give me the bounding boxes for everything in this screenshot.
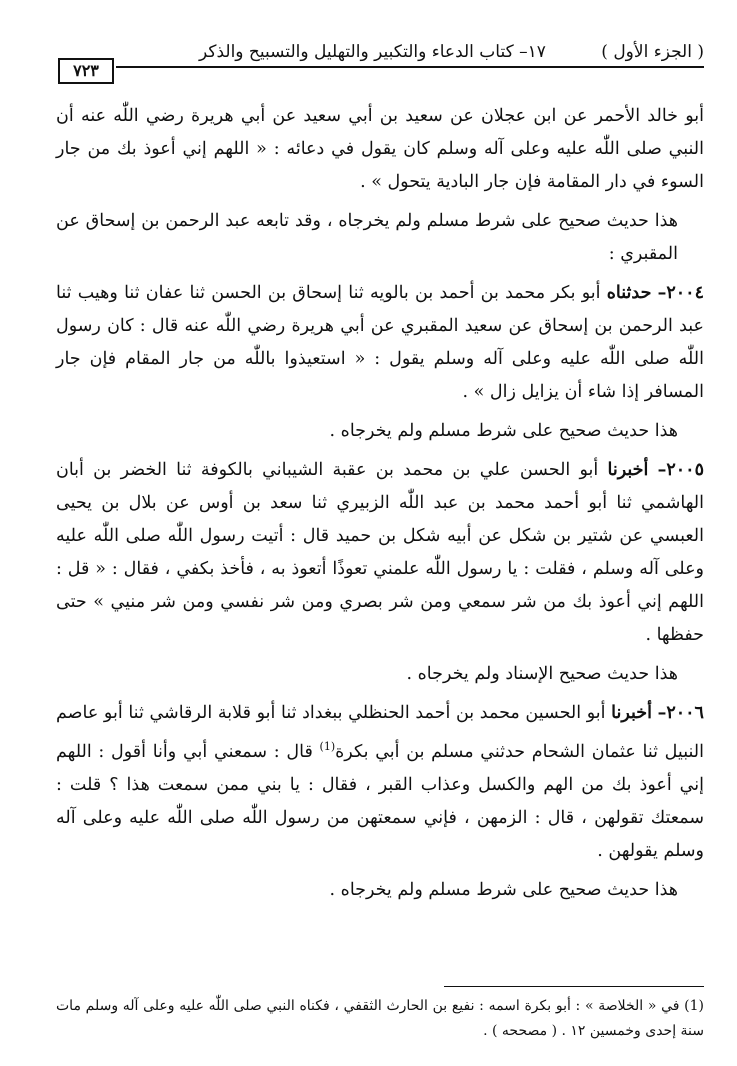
- hadith-text: أبو بكر محمد بن أحمد بن بالويه ثنا إسحاق بن الحسن ثنا عفان ثنا وهيب ثنا عبد الرحمن بن إسحاق عن سعيد المقبري عن أبي هريرة رضي اللّٰه عنه قال : كان رسول اللّٰه صلى اللّٰه عليه وعلى آله وسلم يقول : « استعيذوا باللّٰه من جار المقام فإن جار المسافر إذا شاء أن يزايل زال » .: [56, 283, 704, 402]
- book-page: [56, 34, 704, 1044]
- volume-label: ( الجزء الأول ): [601, 42, 704, 62]
- chapter-title: ١٧– كتاب الدعاء والتكبير والتهليل والتسبيح والذكر: [199, 42, 546, 62]
- hadith-text: قال : سمعني أبي وأنا أقول : اللهم إني أعوذ بك من الهم والكسل وعذاب القبر ، فقال : يا بني ممن سمعت هذا ؟ قلت : سمعتك تقولهن ، قال : الزمهن ، فإني سمعتهن من رسول اللّٰه صلى اللّٰه عليه وعلى آله وسلم يقولهن .: [56, 741, 704, 861]
- paragraph-grading: هذا حديث صحيح على شرط مسلم ولم يخرجاه .: [329, 421, 678, 441]
- hadith-keyword: حدثناه: [606, 283, 652, 303]
- hadith-2005: [56, 454, 704, 652]
- hadith-keyword: أخبرنا: [611, 703, 652, 723]
- hadith-keyword: أخبرنا: [607, 460, 649, 480]
- hadith-text: أبو الحسن علي بن محمد بن عقبة الشيباني بالكوفة ثنا الخضر بن أبان الهاشمي ثنا أبو أحمد محمد بن عبد اللّٰه الزبيري ثنا سعد بن أوس عن بلال بن يحيى العبسي عن شتير بن شكل عن أبيه شكل بن حميد قال : أتيت رسول اللّٰه صلى اللّٰه عليه وعلى آله وسلم ، فقلت : يا رسول اللّٰه علمني تعوذًا أتعوذ به ، فأخذ بكفي ، فقال : « قل : اللهم إني أعوذ بك من شر سمعي ومن شر بصري ومن شر نفسي ومن شر منيي » حتى حفظها .: [56, 460, 704, 645]
- hadith-text: أبو الحسين محمد بن أحمد الحنظلي ببغداد ثنا أبو قلابة الرقاشي ثنا أبو عاصم النبيل ثنا عثمان الشحام حدثني مسلم بن أبي بكرة: [56, 703, 704, 762]
- running-header: [56, 34, 704, 80]
- header-rule: [116, 66, 704, 68]
- page-number: ٧٢٣: [58, 58, 114, 84]
- hadith-number: ٢٠٠٦–: [657, 703, 704, 723]
- paragraph-continuation: أبو خالد الأحمر عن ابن عجلان عن سعيد بن أبي سعيد عن أبي هريرة رضي اللّٰه عنه أن النبي صلى اللّٰه عليه وعلى آله وسلم كان يقول في دعائه : « اللهم إني أعوذ بك من جار السوء في دار المقامة فإن جار البادية يتحول » .: [56, 106, 704, 192]
- main-text: [56, 100, 704, 913]
- footnote-reference[interactable]: (1): [319, 740, 336, 753]
- footnote: (1) في « الخلاصة » : أبو بكرة اسمه : نفيع بن الحارث الثقفي ، فكناه النبي صلى اللّٰه عليه وعلى آله وسلم مات سنة إحدى وخمسين ١٢ . ( مصححه ) .: [56, 998, 704, 1039]
- paragraph-grading: هذا حديث صحيح على شرط مسلم ولم يخرجاه .: [329, 879, 678, 900]
- hadith-2006: [56, 697, 704, 868]
- paragraph-grading: هذا حديث صحيح الإسناد ولم يخرجاه .: [406, 664, 678, 684]
- footnote-rule: [444, 986, 704, 987]
- hadith-number: ٢٠٠٤–: [657, 283, 704, 303]
- hadith-number: ٢٠٠٥–: [657, 460, 704, 480]
- hadith-2004: [56, 277, 704, 409]
- paragraph-grading: هذا حديث صحيح على شرط مسلم ولم يخرجاه ، وقد تابعه عبد الرحمن بن إسحاق عن المقبري :: [56, 211, 678, 264]
- header-text: [56, 42, 704, 62]
